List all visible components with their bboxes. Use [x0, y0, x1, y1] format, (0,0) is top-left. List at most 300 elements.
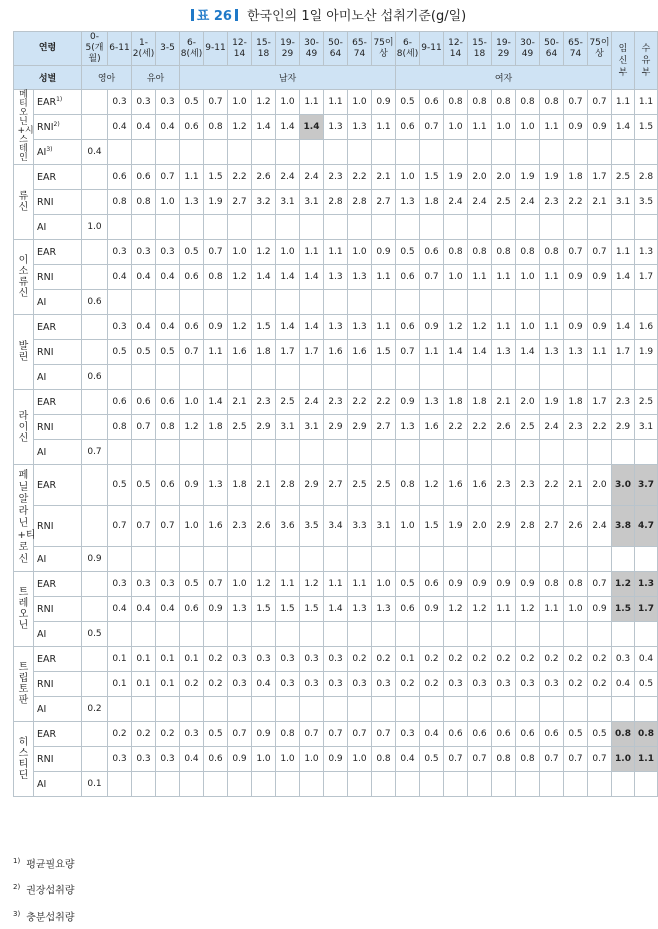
value-cell: 0.2 [204, 672, 228, 697]
value-cell: 1.1 [612, 90, 635, 115]
value-cell: 0.1 [396, 647, 420, 672]
value-cell: 0.5 [396, 572, 420, 597]
intake-type-cell [34, 697, 82, 722]
value-cell [180, 215, 204, 240]
value-cell [420, 365, 444, 390]
table-row [14, 572, 658, 597]
value-cell: 1.1 [300, 90, 324, 115]
value-cell: 1.4 [276, 265, 300, 290]
value-cell: 1.8 [564, 165, 588, 190]
value-cell: 2.1 [492, 390, 516, 415]
value-cell [564, 365, 588, 390]
age-header-cell: 15-18 [468, 32, 492, 66]
value-cell: 1.8 [444, 390, 468, 415]
value-cell: 0.6 [516, 722, 540, 747]
value-cell: 0.6 [468, 722, 492, 747]
intake-type-label: AI [37, 296, 47, 308]
value-cell: 0.5 [108, 340, 132, 365]
value-cell: 0.4 [82, 140, 108, 165]
value-cell [348, 140, 372, 165]
value-cell [228, 440, 252, 465]
value-cell: 0.6 [82, 290, 108, 315]
value-cell: 1.1 [540, 315, 564, 340]
value-cell [444, 365, 468, 390]
nutrient-name: 이소류신 [18, 255, 29, 299]
value-cell: 1.0 [444, 265, 468, 290]
value-cell: 0.3 [444, 672, 468, 697]
age-header-cell: 12-14 [228, 32, 252, 66]
value-cell: 0.6 [180, 115, 204, 140]
value-cell: 0.3 [156, 90, 180, 115]
footnote-mark: 1) [13, 857, 21, 865]
value-cell [276, 547, 300, 572]
value-cell: 1.3 [324, 315, 348, 340]
value-cell: 2.7 [540, 506, 564, 547]
value-cell [348, 215, 372, 240]
value-cell: 2.3 [324, 165, 348, 190]
value-cell [540, 140, 564, 165]
value-cell: 1.1 [372, 115, 396, 140]
intake-type-cell [34, 140, 82, 165]
value-cell: 1.2 [252, 240, 276, 265]
value-cell [635, 622, 658, 647]
value-cell: 1.4 [276, 315, 300, 340]
value-cell [420, 547, 444, 572]
value-cell: 0.3 [348, 672, 372, 697]
value-cell: 0.4 [635, 647, 658, 672]
intake-type-label: AI [37, 703, 47, 715]
value-cell: 1.2 [420, 465, 444, 506]
value-cell: 3.8 [612, 506, 635, 547]
value-cell: 0.7 [180, 340, 204, 365]
age-header-cell: 75이상 [588, 32, 612, 66]
intake-type-cell [34, 390, 82, 415]
value-cell: 3.0 [612, 465, 635, 506]
value-cell: 1.4 [444, 340, 468, 365]
value-cell: 0.7 [588, 240, 612, 265]
value-cell: 1.9 [444, 506, 468, 547]
age-header-cell: 19-29 [276, 32, 300, 66]
value-cell: 1.0 [516, 315, 540, 340]
table-title [0, 0, 654, 30]
value-cell: 0.6 [420, 90, 444, 115]
value-cell [396, 547, 420, 572]
value-cell [420, 622, 444, 647]
table-row [14, 215, 658, 240]
value-cell: 0.2 [588, 672, 612, 697]
value-cell [82, 265, 108, 290]
value-cell: 1.1 [492, 597, 516, 622]
infant-group: 영아 [82, 66, 132, 90]
value-cell [564, 440, 588, 465]
value-cell [82, 415, 108, 440]
value-cell: 1.3 [396, 190, 420, 215]
value-cell: 1.4 [612, 115, 635, 140]
value-cell [180, 290, 204, 315]
value-cell [204, 215, 228, 240]
value-cell [228, 365, 252, 390]
value-cell: 0.6 [180, 315, 204, 340]
pregnant-header [612, 32, 635, 90]
nutrient-name-cell [14, 390, 34, 465]
value-cell: 2.7 [228, 190, 252, 215]
value-cell: 1.5 [300, 597, 324, 622]
value-cell: 0.1 [108, 672, 132, 697]
value-cell [444, 622, 468, 647]
footnote-item [13, 903, 75, 929]
value-cell: 2.2 [468, 415, 492, 440]
value-cell: 0.2 [348, 647, 372, 672]
intake-type-cell [34, 190, 82, 215]
intake-type-label: EAR [37, 578, 57, 590]
value-cell [372, 365, 396, 390]
value-cell: 2.7 [324, 465, 348, 506]
value-cell [635, 547, 658, 572]
intake-type-label: AI [37, 147, 47, 159]
value-cell: 0.2 [180, 672, 204, 697]
value-cell [180, 547, 204, 572]
value-cell [180, 697, 204, 722]
value-cell [156, 365, 180, 390]
value-cell: 0.9 [420, 315, 444, 340]
value-cell [372, 290, 396, 315]
value-cell [156, 547, 180, 572]
value-cell: 1.0 [348, 747, 372, 772]
intake-type-cell [34, 365, 82, 390]
value-cell: 0.4 [132, 115, 156, 140]
age-header-cell: 50-64 [540, 32, 564, 66]
value-cell [132, 547, 156, 572]
value-cell: 1.1 [492, 265, 516, 290]
value-cell: 2.8 [348, 190, 372, 215]
value-cell: 1.2 [444, 315, 468, 340]
value-cell: 1.5 [612, 597, 635, 622]
value-cell [324, 140, 348, 165]
value-cell [468, 290, 492, 315]
value-cell: 0.3 [132, 747, 156, 772]
value-cell: 1.0 [348, 90, 372, 115]
value-cell: 1.1 [468, 265, 492, 290]
value-cell: 1.6 [420, 415, 444, 440]
value-cell: 0.9 [228, 747, 252, 772]
value-cell [132, 290, 156, 315]
value-cell [180, 772, 204, 797]
value-cell [588, 622, 612, 647]
value-cell: 0.9 [324, 747, 348, 772]
value-cell [108, 290, 132, 315]
value-cell: 0.8 [372, 747, 396, 772]
value-cell: 1.8 [228, 465, 252, 506]
value-cell: 0.4 [132, 315, 156, 340]
value-cell: 0.3 [156, 240, 180, 265]
intake-type-label: RNI [37, 520, 54, 532]
value-cell: 0.2 [444, 647, 468, 672]
intake-type-cell [34, 747, 82, 772]
value-cell: 0.3 [132, 90, 156, 115]
value-cell: 2.9 [324, 415, 348, 440]
table-row [14, 265, 658, 290]
value-cell: 3.5 [300, 506, 324, 547]
value-cell: 2.1 [588, 190, 612, 215]
value-cell [348, 622, 372, 647]
table-row [14, 165, 658, 190]
table-row [14, 697, 658, 722]
value-cell: 0.8 [108, 190, 132, 215]
footnotes [13, 850, 75, 929]
value-cell [204, 140, 228, 165]
value-cell: 1.8 [564, 390, 588, 415]
value-cell: 0.7 [588, 90, 612, 115]
intake-type-label: EAR [37, 97, 57, 109]
value-cell: 0.9 [420, 597, 444, 622]
pregnant-label: 임신부 [618, 43, 628, 78]
intake-type-cell [34, 465, 82, 506]
value-cell [132, 140, 156, 165]
value-cell: 1.0 [612, 747, 635, 772]
value-cell [516, 697, 540, 722]
value-cell: 1.4 [204, 390, 228, 415]
value-cell: 0.2 [540, 647, 564, 672]
value-cell: 1.3 [396, 415, 420, 440]
value-cell: 3.5 [635, 190, 658, 215]
value-cell: 0.1 [82, 772, 108, 797]
intake-type-label: RNI [37, 271, 54, 283]
value-cell [156, 697, 180, 722]
value-cell: 0.2 [468, 647, 492, 672]
value-cell [588, 140, 612, 165]
value-cell: 1.6 [324, 340, 348, 365]
value-cell: 2.0 [588, 465, 612, 506]
value-cell: 0.8 [492, 240, 516, 265]
value-cell: 1.9 [635, 340, 658, 365]
table-row [14, 115, 658, 140]
value-cell: 1.0 [516, 265, 540, 290]
age-header-cell: 50-64 [324, 32, 348, 66]
value-cell: 2.8 [635, 165, 658, 190]
table-row [14, 390, 658, 415]
value-cell: 2.1 [564, 465, 588, 506]
value-cell: 0.1 [156, 647, 180, 672]
value-cell [612, 697, 635, 722]
value-cell: 3.1 [300, 415, 324, 440]
intake-type-cell [34, 90, 82, 115]
value-cell: 0.8 [204, 265, 228, 290]
value-cell [82, 747, 108, 772]
value-cell: 1.4 [516, 340, 540, 365]
value-cell: 2.3 [252, 390, 276, 415]
value-cell [324, 290, 348, 315]
value-cell: 2.7 [372, 190, 396, 215]
intake-type-label: RNI [37, 753, 54, 765]
value-cell: 0.1 [132, 672, 156, 697]
value-cell [276, 365, 300, 390]
value-cell: 0.9 [444, 572, 468, 597]
value-cell: 2.5 [372, 465, 396, 506]
value-cell [108, 622, 132, 647]
value-cell: 1.3 [180, 190, 204, 215]
value-cell [82, 240, 108, 265]
value-cell: 0.4 [156, 315, 180, 340]
value-cell: 0.2 [372, 647, 396, 672]
value-cell [108, 697, 132, 722]
value-cell [204, 772, 228, 797]
value-cell: 0.7 [108, 506, 132, 547]
value-cell: 0.5 [156, 340, 180, 365]
value-cell: 1.5 [420, 165, 444, 190]
intake-type-label: EAR [37, 396, 57, 408]
value-cell: 0.5 [635, 672, 658, 697]
value-cell: 1.5 [252, 315, 276, 340]
value-cell: 3.7 [635, 465, 658, 506]
value-cell [156, 772, 180, 797]
value-cell: 0.9 [252, 722, 276, 747]
nutrient-name-cell [14, 165, 34, 240]
value-cell: 1.6 [348, 340, 372, 365]
value-cell: 0.7 [300, 722, 324, 747]
value-cell: 2.2 [540, 465, 564, 506]
value-cell [468, 215, 492, 240]
value-cell [348, 290, 372, 315]
value-cell: 0.3 [108, 90, 132, 115]
value-cell: 0.8 [516, 240, 540, 265]
value-cell [324, 697, 348, 722]
value-cell: 0.3 [108, 572, 132, 597]
value-cell: 1.0 [228, 240, 252, 265]
value-cell [564, 215, 588, 240]
footnote-mark: 2) [13, 883, 21, 892]
age-header-cell: 3-5 [156, 32, 180, 66]
age-header-cell: 6-8(세) [396, 32, 420, 66]
value-cell: 0.2 [588, 647, 612, 672]
value-cell: 1.7 [635, 265, 658, 290]
value-cell [228, 772, 252, 797]
table-row [14, 465, 658, 506]
nutrient-name-cell [14, 722, 34, 797]
value-cell [516, 140, 540, 165]
value-cell: 0.7 [82, 440, 108, 465]
value-cell: 1.6 [228, 340, 252, 365]
value-cell: 0.9 [564, 115, 588, 140]
intake-type-label: RNI [37, 603, 54, 615]
value-cell: 0.7 [348, 722, 372, 747]
table-number-badge [188, 9, 241, 24]
value-cell: 3.1 [635, 415, 658, 440]
value-cell [348, 365, 372, 390]
value-cell: 1.3 [348, 315, 372, 340]
value-cell [564, 697, 588, 722]
value-cell [276, 290, 300, 315]
value-cell [612, 140, 635, 165]
value-cell: 1.7 [635, 597, 658, 622]
value-cell: 0.7 [540, 747, 564, 772]
value-cell: 1.4 [300, 115, 324, 140]
value-cell: 0.8 [204, 115, 228, 140]
value-cell: 1.5 [372, 340, 396, 365]
value-cell [228, 290, 252, 315]
value-cell: 0.9 [564, 265, 588, 290]
value-cell: 2.3 [492, 465, 516, 506]
value-cell: 1.3 [564, 340, 588, 365]
value-cell [300, 140, 324, 165]
value-cell [492, 697, 516, 722]
value-cell: 1.1 [300, 240, 324, 265]
value-cell: 0.3 [228, 672, 252, 697]
value-cell: 1.1 [468, 115, 492, 140]
value-cell: 0.2 [420, 672, 444, 697]
value-cell: 0.8 [444, 90, 468, 115]
value-cell: 0.8 [540, 240, 564, 265]
footnote-marker: 2) [53, 120, 60, 128]
nutrient-name: 트립토판 [18, 662, 29, 706]
intake-type-cell [34, 547, 82, 572]
intake-type-label: RNI [37, 678, 54, 690]
value-cell [635, 440, 658, 465]
value-cell: 1.3 [348, 265, 372, 290]
value-cell: 2.4 [540, 415, 564, 440]
value-cell: 2.0 [516, 390, 540, 415]
value-cell: 0.9 [516, 572, 540, 597]
value-cell: 2.8 [516, 506, 540, 547]
value-cell [372, 140, 396, 165]
value-cell [420, 697, 444, 722]
value-cell: 1.1 [372, 265, 396, 290]
footnote-mark: 3) [13, 909, 21, 918]
value-cell: 0.5 [108, 465, 132, 506]
nutrient-name: 메티오닌+시스테인 [17, 90, 34, 163]
age-header-cell: 15-18 [252, 32, 276, 66]
value-cell: 1.3 [324, 265, 348, 290]
value-cell [82, 190, 108, 215]
value-cell: 1.5 [252, 597, 276, 622]
value-cell [180, 440, 204, 465]
value-cell: 0.3 [372, 672, 396, 697]
age-header-cell: 19-29 [492, 32, 516, 66]
value-cell [324, 215, 348, 240]
value-cell: 1.0 [396, 506, 420, 547]
value-cell [420, 215, 444, 240]
lactating-header [635, 32, 658, 90]
value-cell: 0.6 [540, 722, 564, 747]
value-cell: 2.2 [348, 390, 372, 415]
value-cell: 3.4 [324, 506, 348, 547]
value-cell: 0.7 [204, 240, 228, 265]
value-cell: 0.6 [132, 390, 156, 415]
value-cell: 0.3 [612, 647, 635, 672]
value-cell [540, 290, 564, 315]
value-cell: 0.5 [132, 465, 156, 506]
age-header-cell: 9-11 [204, 32, 228, 66]
table-number: 표 26 [196, 9, 232, 24]
value-cell [372, 622, 396, 647]
intake-type-cell [34, 265, 82, 290]
value-cell: 0.6 [180, 597, 204, 622]
value-cell [276, 440, 300, 465]
intake-type-label: RNI [37, 421, 54, 433]
value-cell [108, 140, 132, 165]
value-cell: 1.2 [300, 572, 324, 597]
value-cell [492, 365, 516, 390]
value-cell [82, 506, 108, 547]
value-cell: 2.5 [348, 465, 372, 506]
nutrient-name: 류신 [18, 191, 29, 213]
age-header-cell: 6-11 [108, 32, 132, 66]
value-cell [468, 440, 492, 465]
table-row [14, 506, 658, 547]
value-cell: 1.9 [540, 390, 564, 415]
value-cell: 0.9 [588, 115, 612, 140]
value-cell [372, 697, 396, 722]
value-cell: 1.1 [324, 572, 348, 597]
